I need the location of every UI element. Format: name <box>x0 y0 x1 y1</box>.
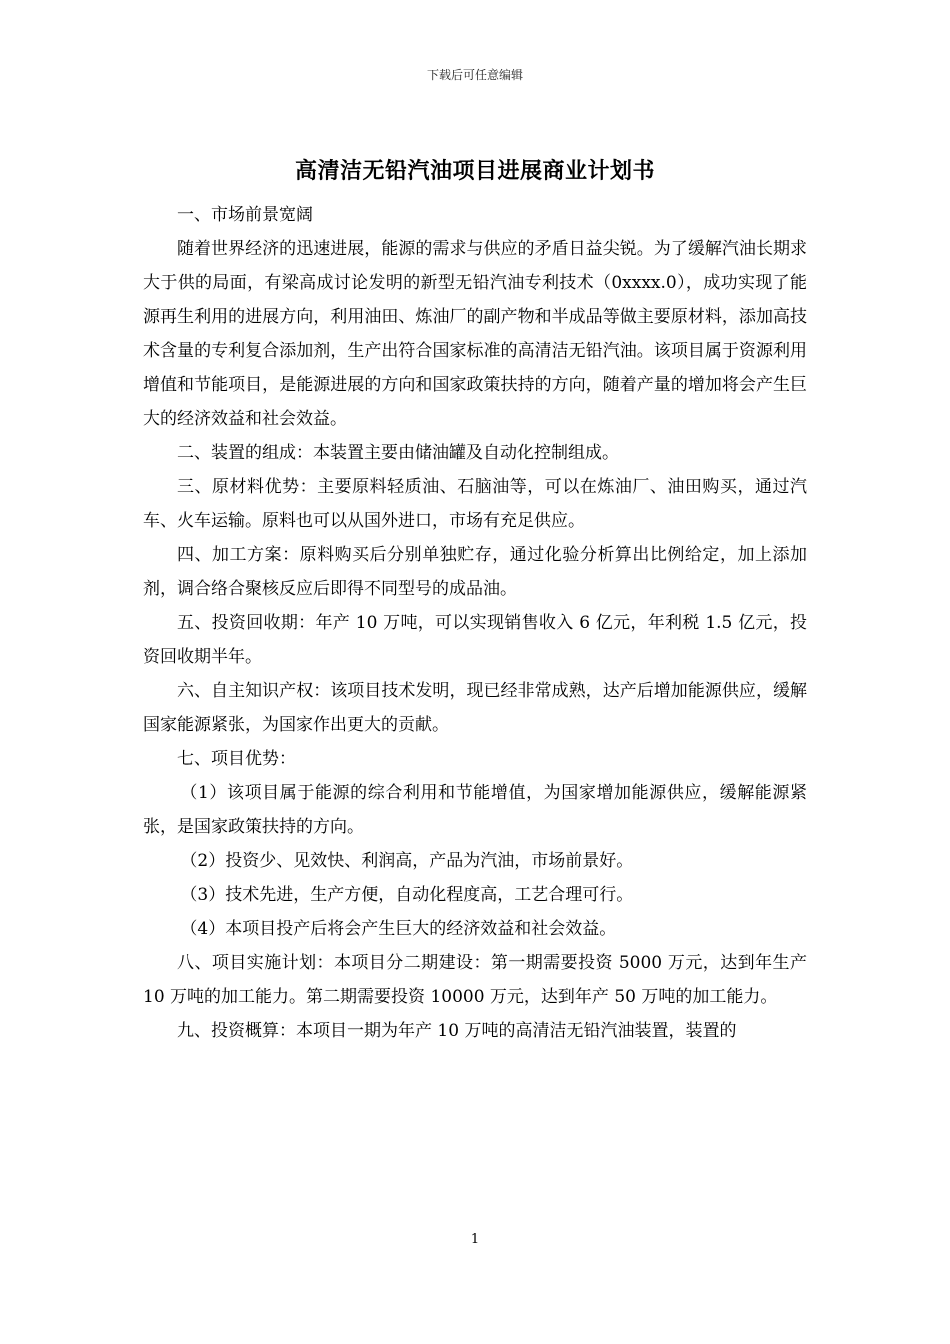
paragraph-payback-period: 五、投资回收期：年产 10 万吨，可以实现销售收入 6 亿元，年利税 1.5 亿元，投资回收期半年。 <box>143 613 807 667</box>
list-item-advantage-2: （2）投资少、见效快、利润高，产品为汽油，市场前景好。 <box>180 851 634 871</box>
section-heading-project-advantages: 七、项目优势： <box>177 749 296 769</box>
document-title: 高清洁无铅汽油项目进展商业计划书 <box>294 158 655 184</box>
paragraph-market-outlook: 随着世界经济的迅速进展，能源的需求与供应的矛盾日益尖锐。为了缓解汽油长期求大于供的局面，有梁高成讨论发明的新型无铅汽油专利技术（0xxxx.0），成功实现了能源再生利用的进展方向，利用油田、炼油厂的副产物和半成品等做主要原材料，添加高技术含量的专利复合添加剂，生产出符合国家标准的高清洁无铅汽油。该项目属于资源利用增值和节能项目，是能源进展的方向和国家政策扶持的方向，随着产量的增加将会产生巨大的经济效益和社会效益。 <box>143 239 807 429</box>
list-item-advantage-3: （3）技术先进，生产方便，自动化程度高，工艺合理可行。 <box>180 885 634 905</box>
list-item-advantage-4: （4）本项目投产后将会产生巨大的经济效益和社会效益。 <box>180 919 617 939</box>
document-body <box>143 198 807 1048</box>
paragraph-raw-material-advantage: 三、原材料优势：主要原料轻质油、石脑油等，可以在炼油厂、油田购买，通过汽车、火车运输。原料也可以从国外进口，市场有充足供应。 <box>143 477 807 531</box>
page-number: 1 <box>470 1232 480 1247</box>
section-heading-market: 一、市场前景宽阔 <box>177 205 313 225</box>
paragraph-implementation-plan: 八、项目实施计划：本项目分二期建设：第一期需要投资 5000 万元，达到年生产 10 万吨的加工能力。第二期需要投资 10000 万元，达到年产 50 万吨的加工能力。 <box>143 953 807 1007</box>
paragraph-device-composition: 二、装置的组成：本装置主要由储油罐及自动化控制组成。 <box>177 443 619 463</box>
paragraph-intellectual-property: 六、自主知识产权：该项目技术发明，现已经非常成熟，达产后增加能源供应，缓解国家能源紧张，为国家作出更大的贡献。 <box>143 681 807 735</box>
list-item-advantage-1: （1）该项目属于能源的综合利用和节能增值，为国家增加能源供应，缓解能源紧张，是国家政策扶持的方向。 <box>143 783 807 837</box>
paragraph-processing-plan: 四、加工方案：原料购买后分别单独贮存，通过化验分析算出比例给定，加上添加剂，调合络合聚核反应后即得不同型号的成品油。 <box>143 545 807 599</box>
paragraph-investment-estimate: 九、投资概算：本项目一期为年产 10 万吨的高清洁无铅汽油装置，装置的 <box>177 1021 737 1041</box>
header-note: 下载后可任意编辑 <box>426 68 523 82</box>
